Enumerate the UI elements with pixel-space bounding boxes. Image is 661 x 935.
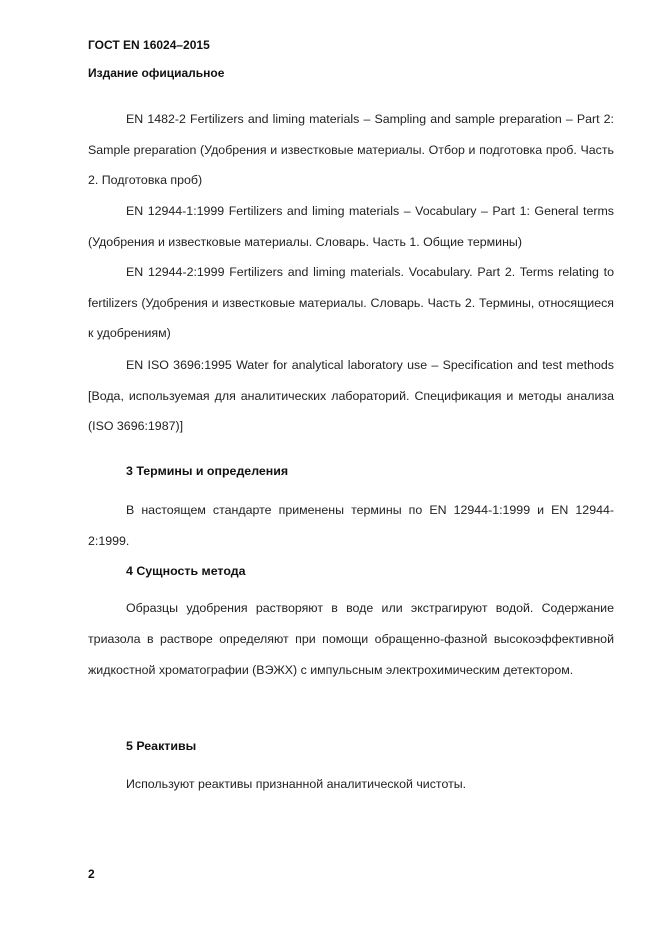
document-code: ГОСТ EN 16024–2015 [88, 38, 210, 52]
section-paragraph: Используют реактивы признанной аналитической чистоты. [126, 777, 467, 791]
reference-paragraph: EN 1482-2 Fertilizers and liming materials – Sampling and sample preparation – Part 2: Sample preparation (Удобрения и известковые материалы. Отбор и подготовка проб. Часть 2. Подготовка проб) [88, 112, 614, 187]
page-number: 2 [88, 867, 95, 881]
section-heading: 5 Реактивы [126, 739, 197, 753]
reference-paragraph: EN 12944-2:1999 Fertilizers and liming materials. Vocabulary. Part 2. Terms relating to fertilizers (Удобрения и известковые материалы. Словарь. Часть 2. Термины, относящиеся к удобрениям) [88, 265, 614, 340]
section-heading: 3 Термины и определения [126, 464, 289, 478]
edition-label: Издание официальное [88, 66, 225, 80]
reference-paragraph: EN ISO 3696:1995 Water for analytical laboratory use – Specification and test methods [Вода, используемая для аналитических лабораторий. Спецификация и методы анализа (ISO 3696:1987)] [88, 358, 614, 433]
reference-paragraph: EN 12944-1:1999 Fertilizers and liming materials – Vocabulary – Part 1: General terms (Удобрения и известковые материалы. Словарь. Часть 1. Общие термины) [88, 204, 614, 249]
section-paragraph: В настоящем стандарте применены термины по EN 12944-1:1999 и EN 12944-2:1999. [88, 503, 614, 548]
section-heading: 4 Сущность метода [126, 564, 246, 578]
section-paragraph: Образцы удобрения растворяют в воде или экстрагируют водой. Содержание триазола в растворе определяют при помощи обращенно-фазной высокоэффективной жидкостной хроматографии (ВЭЖХ) с импульсным электрохимическим детектором. [88, 601, 614, 677]
